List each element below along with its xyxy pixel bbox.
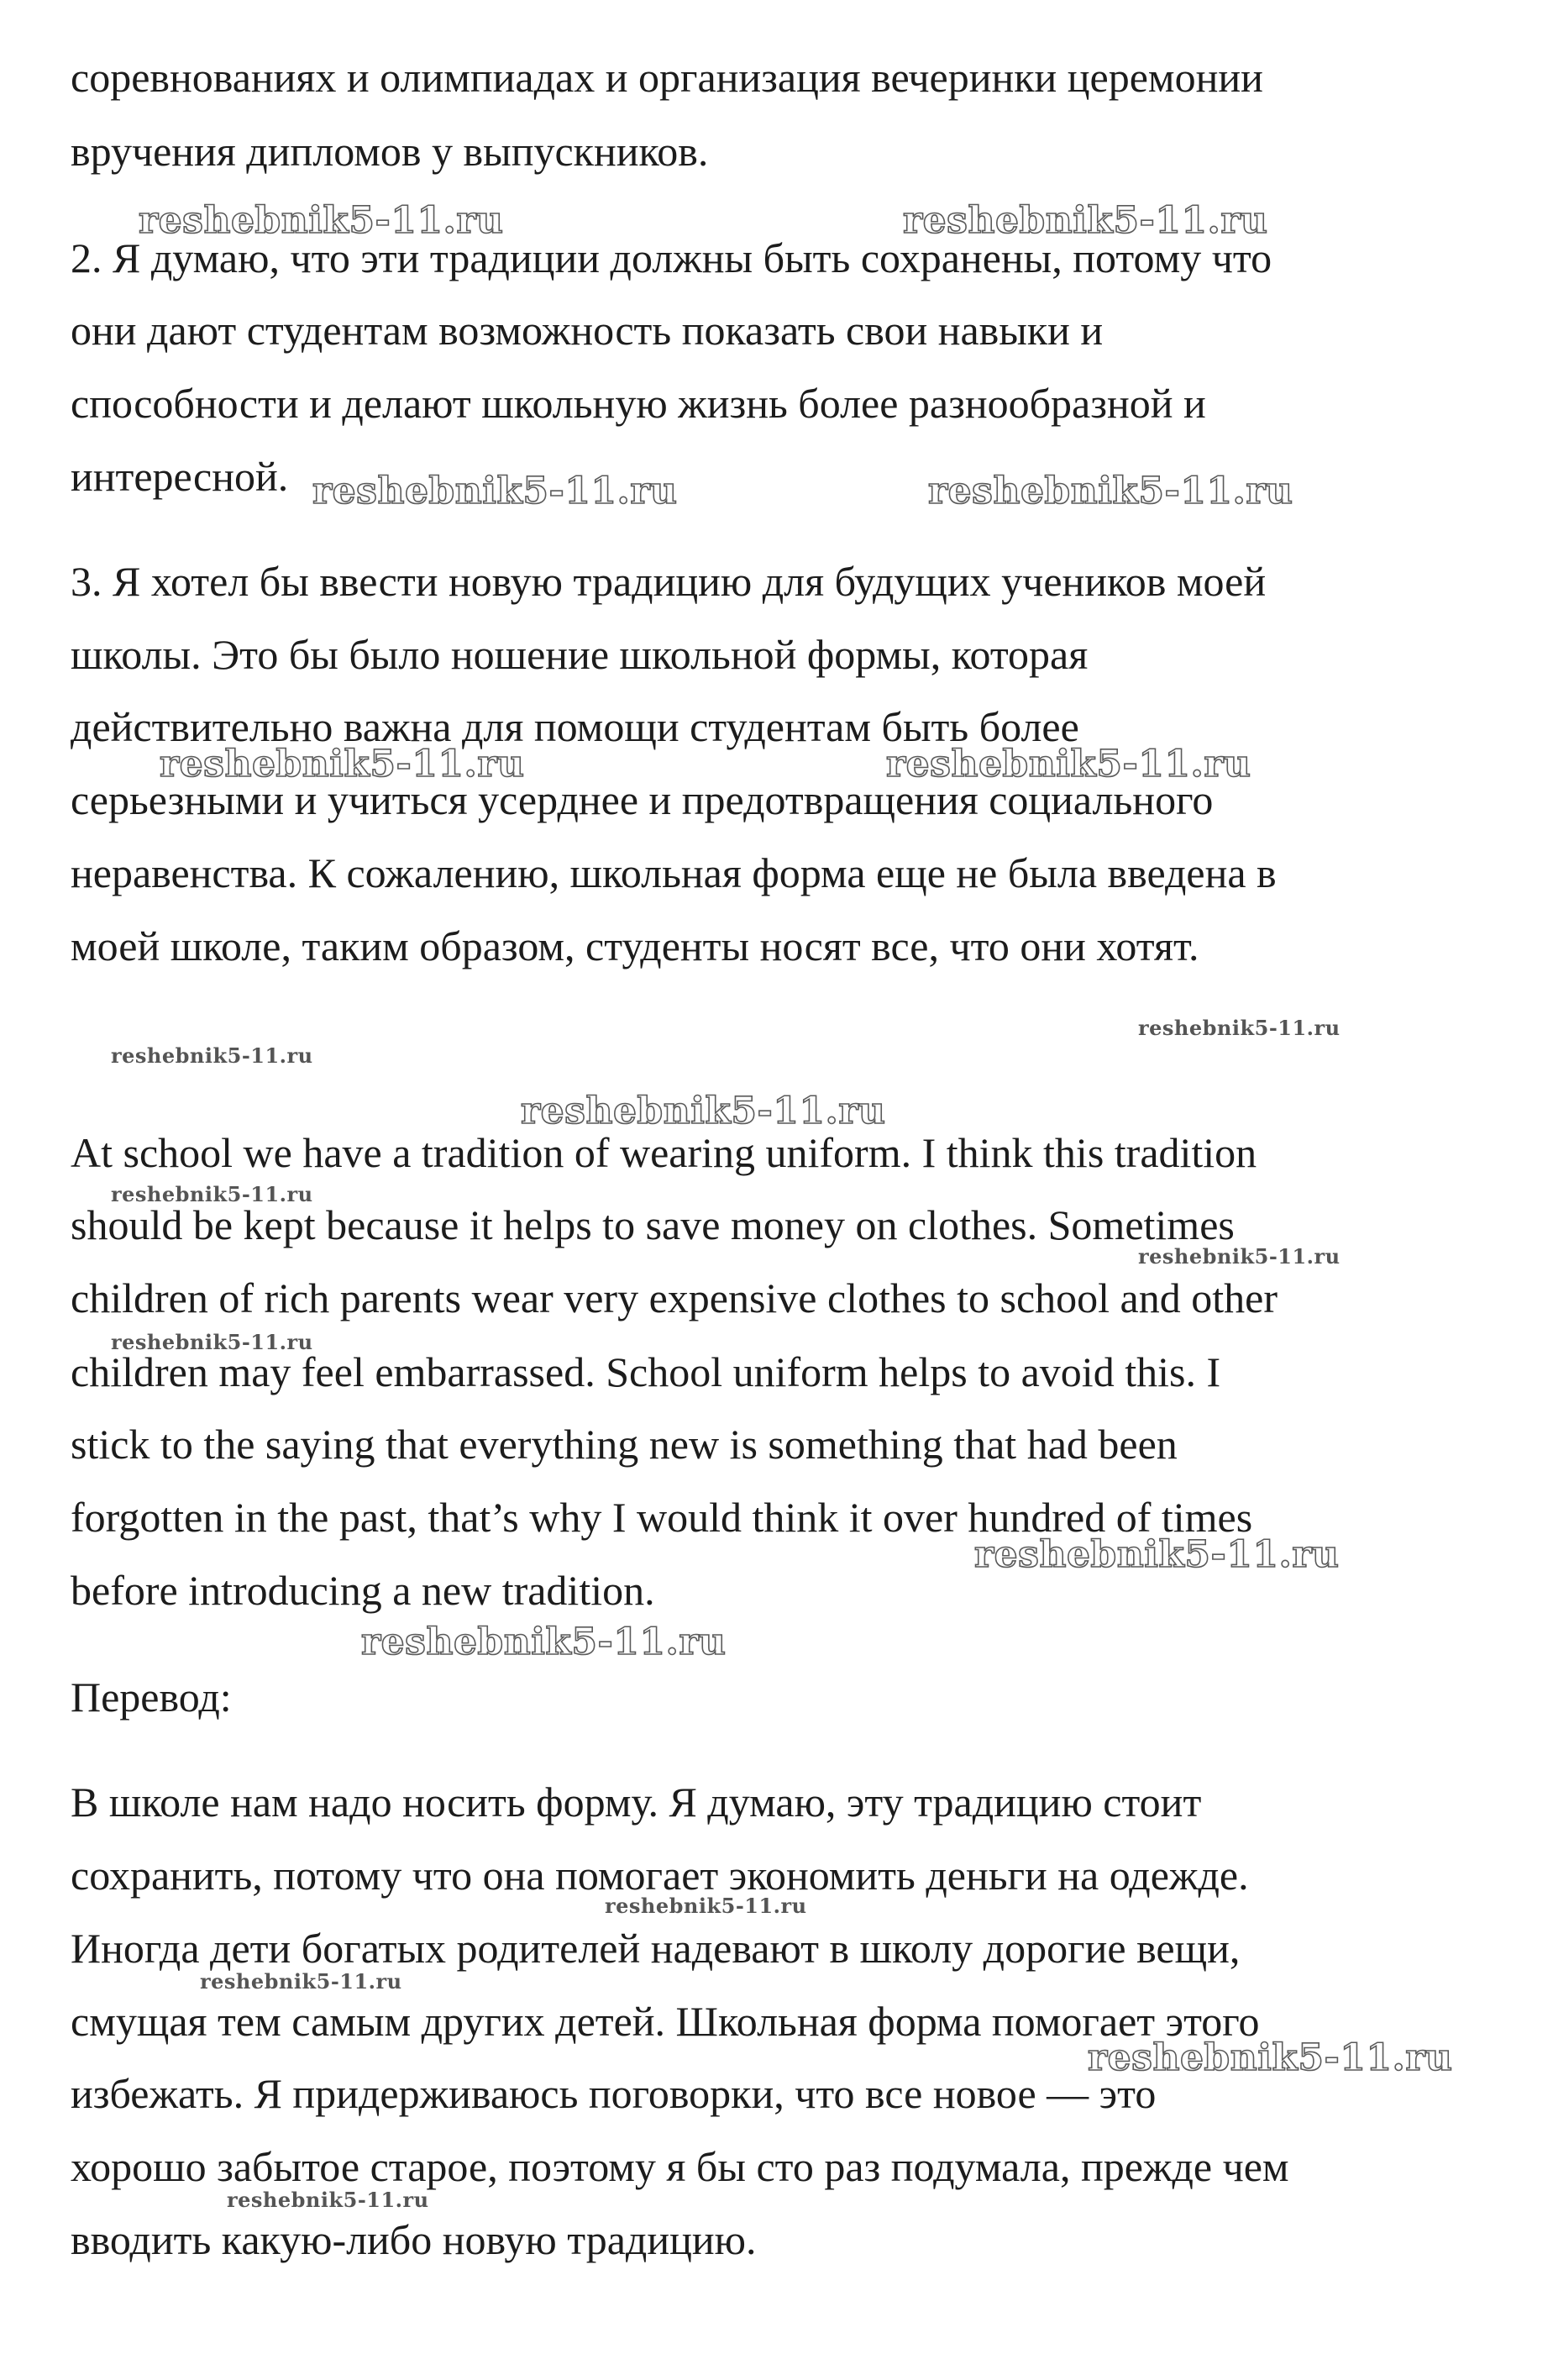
watermark: reshebnik5-11.ru	[200, 1969, 402, 1994]
translation-line: вводить какую-либо новую традицию.	[71, 2216, 757, 2263]
paragraph-line: школы. Это бы было ношение школьной формы, которая	[71, 631, 1089, 678]
paragraph-line: действительно важна для помощи студентам быть более	[71, 703, 1079, 750]
watermark: reshebnik5-11.ru	[361, 1621, 727, 1663]
english-line: before introducing a new tradition.	[71, 1567, 655, 1614]
watermark: reshebnik5-11.ru	[160, 743, 525, 785]
watermark: reshebnik5-11.ru	[227, 2188, 429, 2212]
english-line: stick to the saying that everything new is something that had been	[71, 1421, 1178, 1468]
translation-line: смущая тем самым других детей. Школьная форма помогает этого	[71, 1998, 1260, 2045]
english-line: children may feel embarrassed. School uniform helps to avoid this. I	[71, 1348, 1221, 1395]
english-line: children of rich parents wear very expensive clothes to school and other	[71, 1274, 1278, 1321]
paragraph-line: интересной.	[71, 453, 289, 500]
watermark: reshebnik5-11.ru	[521, 1090, 886, 1132]
watermark: reshebnik5-11.ru	[139, 199, 504, 242]
english-line: should be kept because it helps to save money on clothes. Sometimes	[71, 1201, 1235, 1248]
watermark: reshebnik5-11.ru	[1138, 1244, 1341, 1269]
translation-line: сохранить, потому что она помогает экономить деньги на одежде.	[71, 1852, 1249, 1899]
english-line: At school we have a tradition of wearing uniform. I think this tradition	[71, 1129, 1257, 1176]
watermark: reshebnik5-11.ru	[928, 470, 1293, 512]
translation-line: В школе нам надо носить форму. Я думаю, эту традицию стоит	[71, 1778, 1202, 1826]
watermark: reshebnik5-11.ru	[886, 743, 1251, 785]
watermark: reshebnik5-11.ru	[974, 1533, 1340, 1576]
paragraph-line: способности и делают школьную жизнь более разнообразной и	[71, 380, 1206, 427]
paragraph-line: соревнованиях и олимпиадах и организация вечеринки церемонии	[71, 54, 1263, 101]
translation-line: хорошо забытое старое, поэтому я бы сто раз подумала, прежде чем	[71, 2143, 1289, 2190]
translation-line: избежать. Я придерживаюсь поговорки, что все новое — это	[71, 2070, 1157, 2117]
english-line: forgotten in the past, that’s why I would think it over hundred of times	[71, 1494, 1253, 1541]
watermark: reshebnik5-11.ru	[1088, 2036, 1453, 2079]
watermark: reshebnik5-11.ru	[312, 470, 678, 512]
translation-line: Иногда дети богатых родителей надевают в школу дорогие вещи,	[71, 1925, 1241, 1972]
watermark: reshebnik5-11.ru	[903, 199, 1268, 242]
paragraph-line: 2. Я думаю, что эти традиции должны быть сохранены, потому что	[71, 234, 1272, 281]
paragraph-line: неравенства. К сожалению, школьная форма еще не была введена в	[71, 849, 1277, 896]
watermark: reshebnik5-11.ru	[111, 1330, 313, 1354]
paragraph-line: вручения дипломов у выпускников.	[71, 128, 709, 175]
translation-heading: Перевод:	[71, 1673, 232, 1721]
paragraph-line: они дают студентам возможность показать свои навыки и	[71, 307, 1104, 354]
watermark: reshebnik5-11.ru	[111, 1043, 313, 1068]
paragraph-line: моей школе, таким образом, студенты носят все, что они хотят.	[71, 922, 1199, 969]
watermark: reshebnik5-11.ru	[605, 1894, 807, 1918]
paragraph-line: 3. Я хотел бы ввести новую традицию для будущих учеников моей	[71, 558, 1267, 605]
paragraph-line: серьезными и учиться усерднее и предотвращения социального	[71, 776, 1214, 823]
watermark: reshebnik5-11.ru	[1138, 1016, 1341, 1040]
watermark: reshebnik5-11.ru	[111, 1182, 313, 1206]
